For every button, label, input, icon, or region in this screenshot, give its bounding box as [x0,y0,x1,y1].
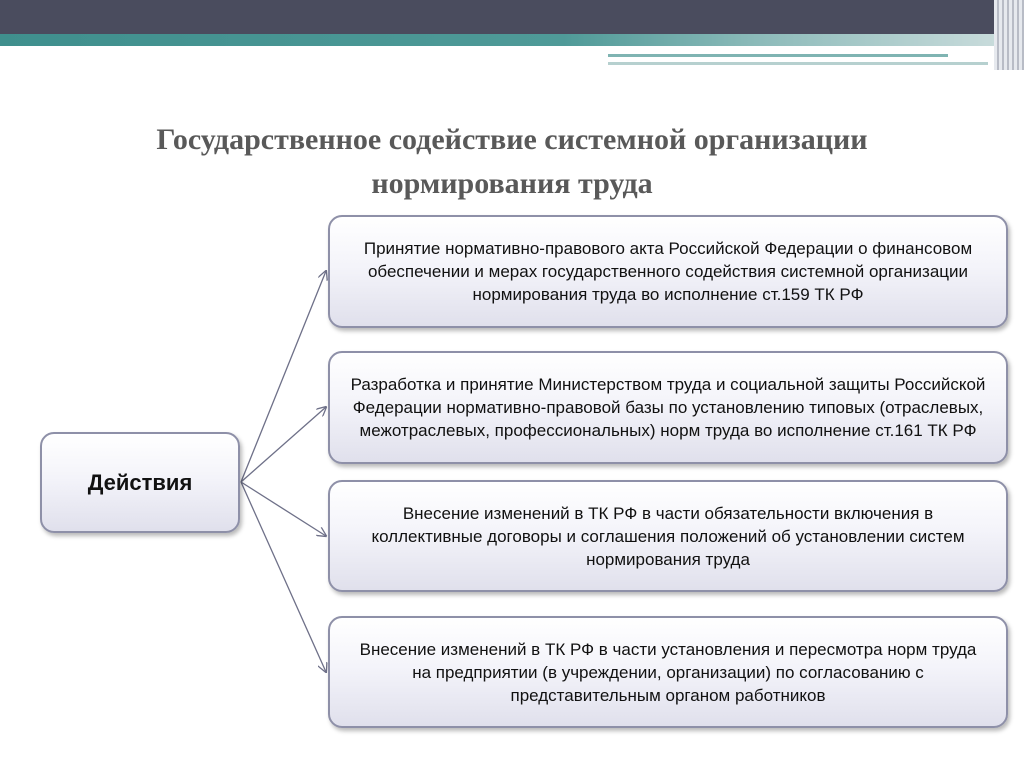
action-box-text: Внесение изменений в ТК РФ в части обязательности включения в коллективные договоры и соглашения положений об установлении систем нормирования труда [371,503,965,569]
actions-node-label: Действия [87,469,193,495]
action-box-collective-agreements [328,480,1008,592]
header-accent-line [608,54,948,57]
actions-node [40,432,240,533]
connector-arrow [241,407,326,482]
action-box-labor-norms-revision [328,616,1008,728]
connector-arrow [241,271,326,482]
header-dark-band [0,0,1024,34]
connector-arrow [241,482,326,536]
action-box-text: Внесение изменений в ТК РФ в части установления и пересмотра норм труда на предприятии (в учреждении, организации) по согласованию с представительным органом работников [359,639,977,705]
header-corner-stripes [994,0,1024,70]
action-box-text: Принятие нормативно-правового акта Российской Федерации о финансовом обеспечении и мерах государственного содействия системной организации нормирования труда во исполнение ст.159 ТК РФ [363,239,973,304]
action-box-ministry-standards [328,351,1008,464]
header-accent-line [608,62,988,65]
header-teal-band [0,34,1024,46]
slide-title: Государственное содействие системной организации нормирования труда [156,123,868,200]
connector-arrow [241,482,326,672]
action-box-normative-act [328,215,1008,328]
action-box-text: Разработка и принятие Министерством труда и социальной защиты Российской Федерации нормативно-правовой базы по установлению типовых (отраслевых, межотраслевых, профессиональных) норм труда во исполнение ст.161 ТК РФ [350,375,986,440]
